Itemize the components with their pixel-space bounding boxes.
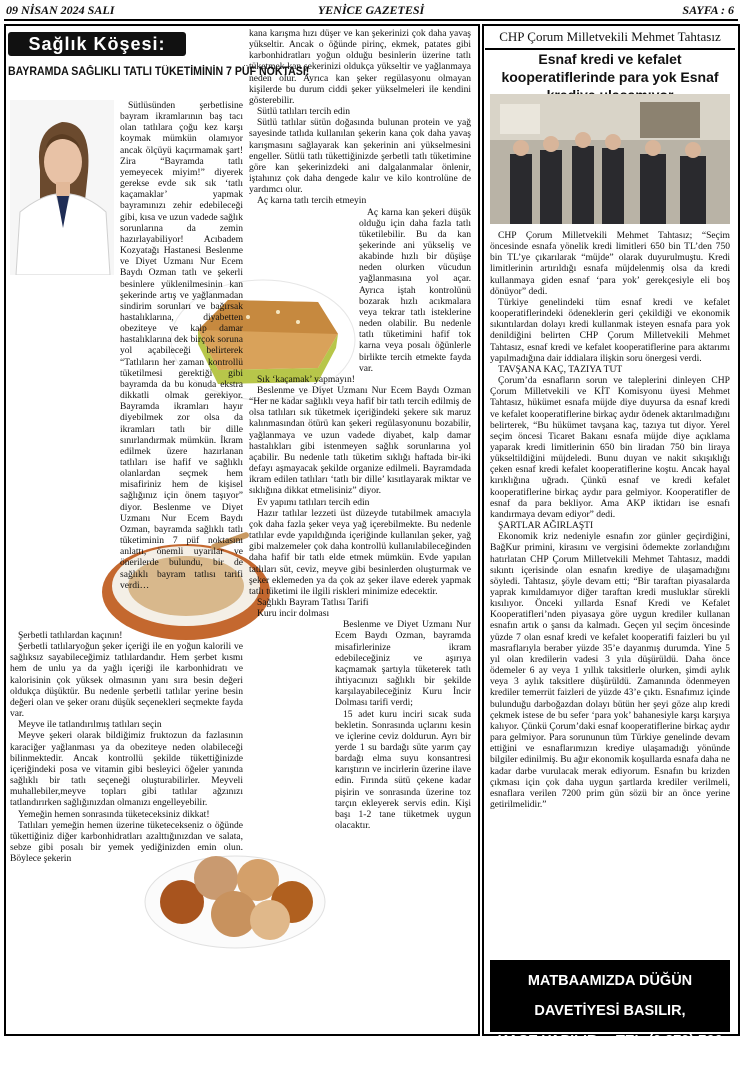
subhead-sherbet: Şerbetli tatlılardan kaçının! [18,630,123,641]
chp-band: CHP Çorum Milletvekili Mehmet Tahtasız [485,26,735,50]
health-col1 [10,100,243,620]
chp-para-2: Türkiye genelindeki tüm esnaf kredi ve kefalet kooperatiflerindeki ödeneklerin geri çekildiği ve ekonomik sıkıntılardan dolayı kredi kullanmak isteyen esnafa para yok denildiğini belirten CHP Çorum Milletvekili Mehmet Tahtasız, esnaf kredi ve kefalet kooperatiflerine para aktarımı yapılmadığına dair iddialara ilişkin soru önergesi verdi. [490,296,730,364]
recipe-name: Kuru incir dolması [257,608,330,620]
para-sherbet: Şerbetli tatlılaryoğun şeker içeriği ile en yoğun kalorili ve sağlıksız sayabileceğimiz tatlılardandır. Hem şerbet kısmı hem de unlu ya da yağlı içeriği ile karbonhidratı ve kalorisinin çok yüksek olmasının yanı sıra besin değeri oldukça düşüktür. Bu nedenle şerbetli tatlılar yerine besin değeri olan ve şeker oranı düşük seçenekleri seçmekte fayda var. [10,641,243,720]
subhead-milk: Sütlü tatlıları tercih edin [257,106,351,118]
chp-para-3: Çorum’da esnafların sorun ve taleplerini dinleyen CHP Çorum Milletvekili ve KİT Komisyonu üyesi Mehmet Tahtasız, hükümet esnafa müjde diye duyursa da esnaf kredi ve kefalet kooperatiflerine birkaç aydır ödenek aktarılmadığını belirterek, “Bu hükümet tavşana kaç, tazıya tut diyor. Yerel seçim öncesi Ticaret Bakanı esnafa müjde diye açıklama yaparak kredi limitlerinin 650 bin liradan 750 bin liraya yükseltildiğini müjdeledi. Bunu duyan ve nakit sıkışıklığı çeken esnaf kredi kefalet kooperatiflerine koştu. Ancak hayal kırıklığına uğradı. Çünkü esnaf ve kredi kefalet kooperatiflerine birkaç aydır para gelmiyor. Kooperatifler de esnaf da para bekliyor. Ama AKP iktidarı ise esnafı kandırmaya devam ediyor” dedi. [490,375,730,520]
para-recipe-intro: Beslenme ve Diyet Uzmanı Nur Ecem Baydı Ozman, bayramda misafirlerinize ikram edebileceğiniz ve aşırıya kaçmamak şartıyla tüketerek tatlı ihtiyacınızı sağlıklı bir şekilde karşılayabileceğiniz Kuru İncir Dolması tarifi verdi; [335,619,471,709]
print-shop-ad [490,960,730,1079]
subhead-recipe: Sağlıklı Bayram Tatlısı Tarifi [257,596,369,608]
para-after-meal: Tatlıları yemeğin hemen üzerine tüketecekseniz o öğünde tükettiğiniz diğer karbonhidratları azalttığınızdan ve salata, sebze gibi posalı bir yemek yediğinizden emin olun. Böylece şekerin [10,819,243,865]
chp-subhead-2: ŞARTLAR AĞIRLAŞTI [498,520,594,532]
para-frequency: Beslenme ve Diyet Uzmanı Nur Ecem Baydı Ozman “Her ne kadar sağlıklı veya hafif bir tatlı tercih edilmiş de olsa tatlıları sık tüketmek içeriğindeki şekere sık maruz kalınmasından ötürü kan şekeri regülasyonunu bozabilir, yağlanmaya ve uzun vadede diyabet, kalp damar hastalıkları gibi istenmeyen sağlık sorunlarına yol açabilir. Bu nedenle tatlı tüketim sıklığı haftada bir-iki defayı aşmayacak şekilde organize edilmeli. Bayramdada ikram edilen tatlıları ‘tatlı bir dille’ kısıtlayarak miktar ve sıklığına dikkat etmelisiniz” diyor. [249,385,471,497]
para-empty-stomach: Aç karna kan şekeri düşük olduğu için daha fazla tatlı tüketilebilir. Bu da kan şekerinde ani yükseliş ve akabinde hızlı bir düşüşe neden olurken vücudun yağlanmasına yol açar. Ayrıca iştah kontrolünü bozarak hızlı acıkmalara veya tekrar tatlı isteklerine neden olabilir. Bu nedenle tatlı tüketimini hafif tok karna veya posalı öğünlerle birlikte tercih etmekte fayda var. [359,206,471,374]
ad-line-1: MATBAAMIZDA DÜĞÜN DAVETİYESİ BASILIR, [527,973,693,1019]
subhead-after-meal: Yemeğin hemen sonrasında tüketeceksiniz dikkat! [18,808,210,820]
meeting-photo [490,94,730,224]
subhead-fruit: Meyve ile tatlandırılmış tatlıları seçin [18,719,162,731]
chp-headline: Esnaf kredi ve kefalet kooperatiflerinde para yok Esnaf [501,51,719,85]
chp-body [490,230,730,954]
page-header [0,0,742,20]
page-number: SAYFA : 6 [682,3,734,17]
health-headline: BAYRAMDA SAĞLIKLI TATLI TÜKETİMİNİN 7 PÜF NOKTASI! [8,66,310,78]
health-intro: Sütlüsünden şerbetlisine bayram ikramlarının baş tacı olan tatlılara çoğu kez karşı koymak mümkün olamıyor ancak ölçüyü kaçırmamak şart! Zira “Bayramda tatlı yemeyecek miyim!” diyerek gerekse evde sık sık ‘tatlı kaçamaklar’ yapmak bayramınızı zehir edebileceği gibi, kısa ve uzun vadede sağlık sorunlarına da zemin hazırlayabiliyor! Acıbadem Kozyatağı Hastanesi Beslenme ve Diyet Uzmanı Nur Ecem Baydı Ozman tatlı ve şekerli besinlere yüklenilmesinin kan şekerinde artış ve yağlanmadan sindirim sorunları ve bağırsak hastalıklarına, diyabetten obeziteye ve kalp damar hastalıklarına dek birçok soruna yol açabileceği belirterek “Tatlıların her zaman kontrollü tüketilmesi gerektiği gibi bayramda da bu konuda ekstra dikkatli olmak gerekiyor. Bayramda ikramları hayır diyebilmek zor olsa da ikramları tatlı bir dille sınırlandırmak mümkün. İkram edilmek üzere hazırlanan tatlıları ise hafif ve sağlıklı olanlardan seçmek hem misafiriniz hem de kişisel sağlığınız için önem taşıyor” diyor. Beslenme ve Diyet Uzmanı Nur Ecem Baydı Ozman, bayramda sağlıklı tatlı tüketiminin 7 püf noktasını anlattı, önemli uyarılar ve önerilerde bulundu, bir de sağlıklı bayram tatlısı tarifi verdi… [120,100,243,591]
para-recipe-steps: 15 adet kuru inciri sıcak suda bekletin. Sonrasında uçlarını kesin ve içlerine ceviz doldurun. Ayrı bir yerde 1 su bardağı süte yarım çay bardağı elma suyu konsantresi karıştırın ve incirlerin üzerine ilave edin. Fırında sütü çekene kadar pişirin ve sonrasında üzerine toz tarçın ekleyerek servis edin. Kişi başı 1-2 tane tüketmek uygun olacaktır. [335,708,471,832]
subhead-empty-stomach: Aç karna tatlı tercih etmeyin [257,195,367,207]
section-title: Sağlık Köşesi: [8,32,186,56]
chp-para-4: Ekonomik kriz nedeniyle esnafın zor günler geçirdiğini, BağKur primini, kirasını ve vergisini ödemekte zorlandığını hatırlatan CHP Çorum Milletvekili Mehmet Tahtasız, maddi sıkıntı içerisinde olan esnafın krediye de ulaşamadığını söyledi. Tahtasız, şöyle devam etti; “Bir taraftan piyasalarda yaprak kımıldamıyor diğer taraftan kredi musluklar sürekli kısılıyor. Önceki yıllarda Esnaf Kredi ve Kefalet Kooperatifleri’nden piyasaya göre uygun krediler kullanan esnafın artık o şansı da kalmadı. Geçen yıl seçim öncesinde yüzde 7 olan esnaf kredi ve kefalet kooperatifi faizleri bu yıl masraflarıyla beraber yüzde 35’e dayanmış durumda. Yine 5 yıl olan kredilerin vadesi 3 yıla düşürüldü. Daha önce ödemeler 6 ay veya 1 yıllık taksitlerle olurken, şimdi aylık veya 3 aylık taksitlere düşürüldü. Zamanında ödenmeyen krediler temerrüt faizleri de yüzde 43’e çıktı. Esnafımız içinde bulunduğu darboğazdan dolayı bütün her şeyi göze alıp kredi çekmek istese de bu sefer ‘para yok’ bahanesiyle karşı karşıya kalıyor. Çünkü Çorum’daki esnaf kooperatiflerine birkaç aydır para gelmiyor. Para sorununun tüm Türkiye genelinde devam ettiğini ve esnaflarımızın krediye ulaşamadığı yönünde bilgiler edinilmiş. Bu ağır ekonomik koşullarda esnafa daha ne kadar darbe vurulacak merak ediyorum. Esnafın bu krizden çıkması için çok daha uygun şartlarda krediler verilmeli, esnaflara verilen 7200 prim gün sözü bir an önce yerine getirilmelidir.” [490,531,730,810]
chp-para-1: CHP Çorum Milletvekili Mehmet Tahtasız; “Seçim öncesinde esnafa yönelik kredi limitleri 650 bin TL’den 750 bin TL’ye çıkarılarak “müjde” olarak duyurulmuştu. Kredi limitlerinin artırıldığı esnafa müjdelenmiş olsa da kredi kullanmaya giden esnaf ‘para yok’ gerekçesiyle eli boş dönüyor” dedi. [490,230,730,297]
subhead-frequency: Sık ‘kaçamak’ yapmayın! [257,373,355,385]
header-rule [4,19,738,21]
health-col1-flow [10,630,243,1030]
ad-line-2: KAŞE YAPILIR… TEL:(0.370) 766 12 02 [497,1033,723,1079]
para-milk: Sütlü tatlılar sütün doğasında bulunan protein ve yağ sayesinde tatlıda kullanılan şekerin kana çok daha yavaş karışmasını sağlayarak kan şekerinin ani yükselmesini engeller. Sütlü tatlı tükettiğinizde şerbetli tatlı tüketimine göre kan şekerinizdeki ani dalgalanmalar önlenir, iştahınız çok daha dengede kalır ve kilo kontrolüne de yardımcı olur. [249,117,471,196]
subhead-homemade: Ev yapımı tatlıları tercih edin [257,496,370,508]
para-homemade: Hazır tatlılar lezzeti üst düzeyde tutabilmek amacıyla çok daha fazla şeker veya yağ içerebilmekte. Bu nedenle tatlılar evde yapıldığında içeriğinde kullanılan şeker, yağ gibi malzemeler çok daha kontrollü kullanılabileceğinden daha hafif bir tatlı elde etmek mümkün. Evde yapılan tatlıları süt, ceviz, meyve gibi besinlerden oluşturmak ve şeker eklemeden ya da çok az şeker ilave ederek yapmak tatlı tüketimi ile ilgili riskleri minimize edecektir. [249,507,471,597]
para-fruit: Meyve şekeri olarak bildiğimiz fruktozun da fazlasının karaciğer yağlanması ya da obeziteye neden olabileceği bilinmektedir. Ancak kontrollü şekilde tükettiğinizde içeriğindeki posa ve vitamin gibi besleyici öğeler yanında sağlıklı bir tatlı seçeneği oluşturabilirler. Meyveli muhallebiler,meyve topları gibi tatlılar ağzınızı tatlandırırken sağlığınızdan olmanızı engelleyebilir. [10,730,243,809]
issue-date: 09 NİSAN 2024 SALI [6,3,115,17]
chp-subhead-1: TAVŞANA KAÇ, TAZIYA TUT [498,363,623,375]
para-carb: kana karışma hızı düşer ve kan şekerinizi çok daha yavaş yükseltir. Ancak o öğünde pirinç, ekmek, patates gibi karbonhidratları yoğun olduğu besinlerin üzerine tatlı tüketmek kan şekerinizi oldukça yükseltir ve yağlanmaya neden olur. Ayrıca kan şeker regülasyonu olmayan kişilerde bu durum ciddi şeker yükselmeleri ile kendini gösterebilir. [249,28,471,106]
newspaper-name: YENİCE GAZETESİ [317,3,425,17]
health-col2 [249,28,471,1028]
